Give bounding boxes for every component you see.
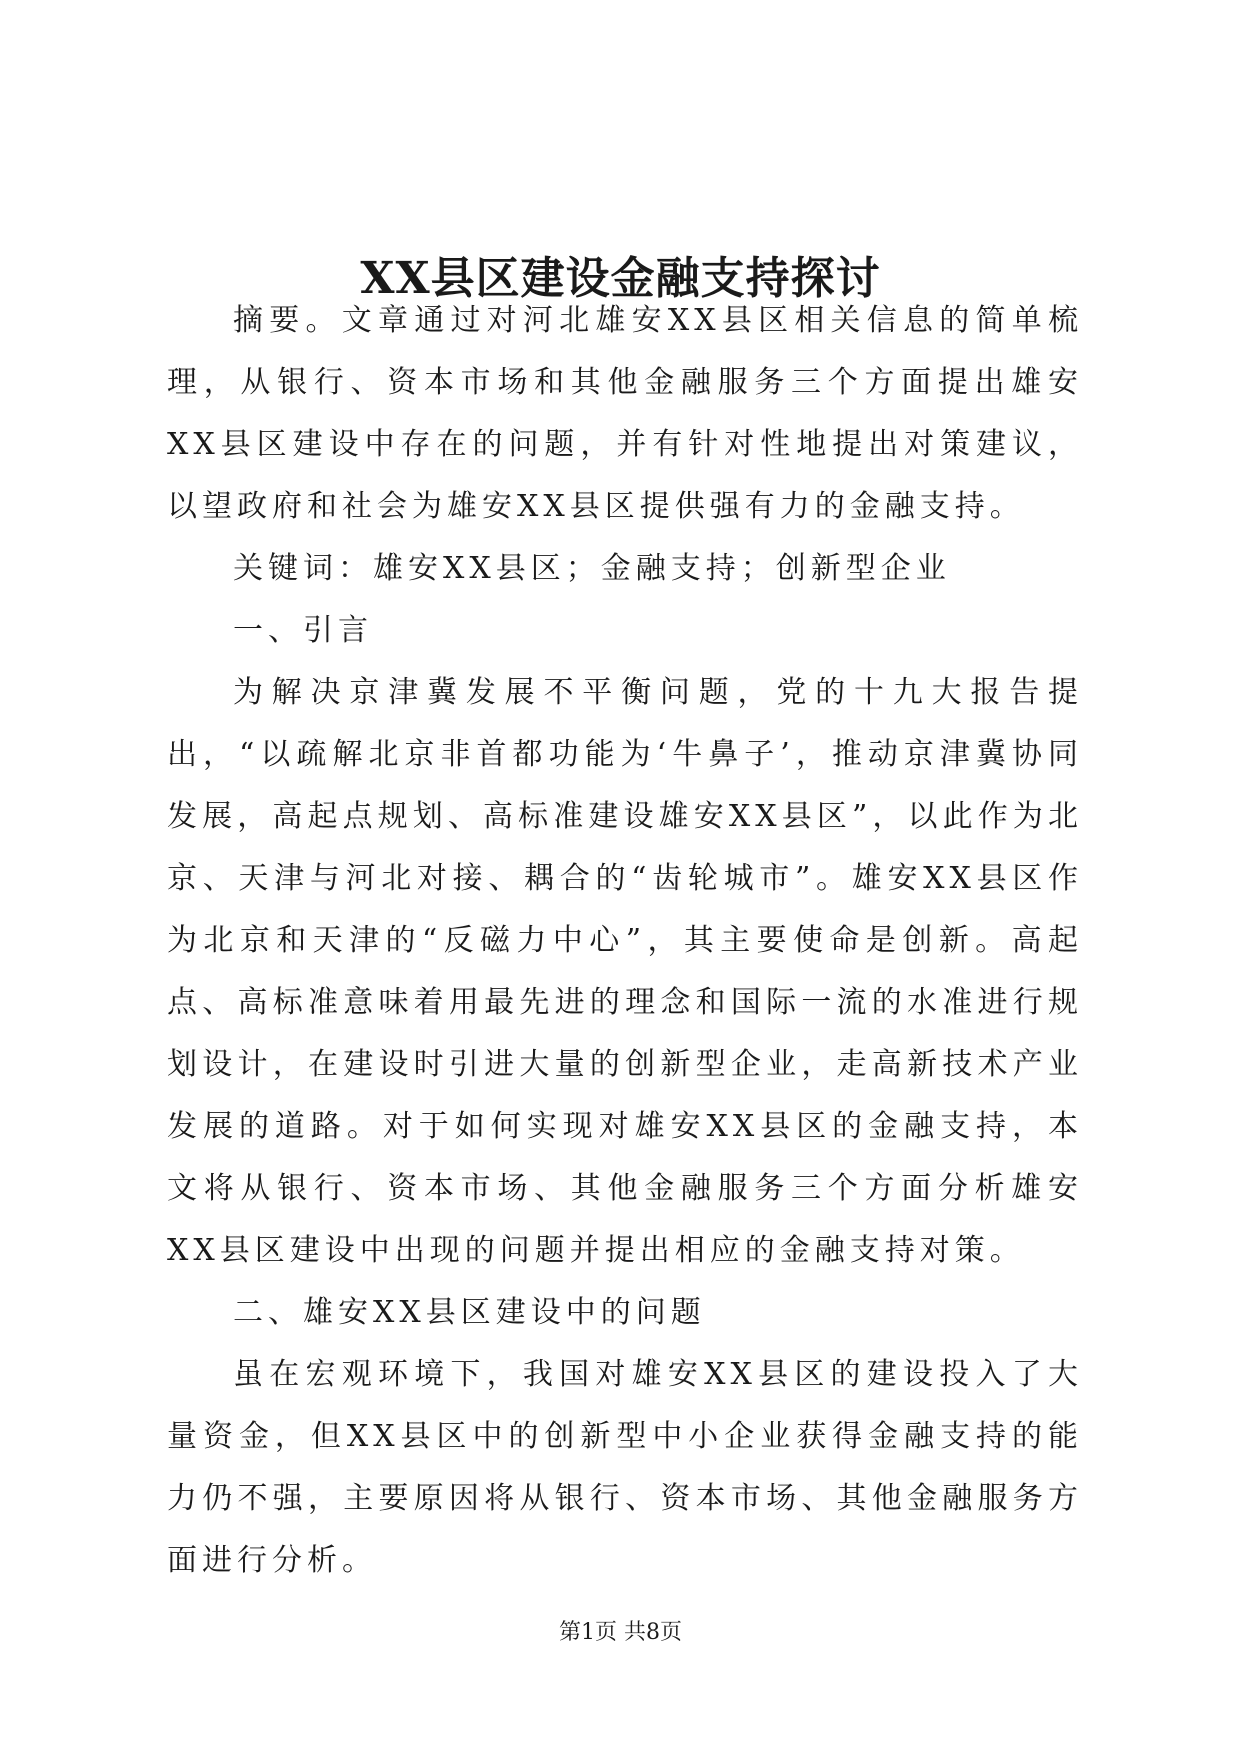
keywords-paragraph: 关键词：雄安XX县区；金融支持；创新型企业 [233,551,951,586]
abstract-paragraph: 摘要。文章通过对河北雄安XX县区相关信息的简单梳理，从银行、资本市场和其他金融服务三个方面提出雄安XX县区建设中存在的问题，并有针对性地提出对策建议，以望政府和社会为雄安XX县区提供强有力的金融支持。 [167,303,1083,524]
section-heading-problems: 二、雄安XX县区建设中的问题 [233,1295,706,1330]
document-body [167,290,1083,1592]
document-title: XX县区建设金融支持探讨 [360,253,881,305]
section-heading-introduction: 一、引言 [233,613,373,648]
introduction-paragraph: 为解决京津冀发展不平衡问题，党的十九大报告提出，“以疏解北京非首都功能为‘牛鼻子’，推动京津冀协同发展，高起点规划、高标准建设雄安XX县区”，以此作为北京、天津与河北对接、耦合的“齿轮城市”。雄安XX县区作为北京和天津的“反磁力中心”，其主要使命是创新。高起点、高标准意味着用最先进的理念和国际一流的水准进行规划设计，在建设时引进大量的创新型企业，走高新技术产业发展的道路。对于如何实现对雄安XX县区的金融支持，本文将从银行、资本市场、其他金融服务三个方面分析雄安XX县区建设中出现的问题并提出相应的金融支持对策。 [167,675,1083,1268]
problems-paragraph: 虽在宏观环境下，我国对雄安XX县区的建设投入了大量资金，但XX县区中的创新型中小企业获得金融支持的能力仍不强，主要原因将从银行、资本市场、其他金融服务方面进行分析。 [167,1357,1083,1578]
page-footer: 第1页 共8页 [559,1620,682,1645]
